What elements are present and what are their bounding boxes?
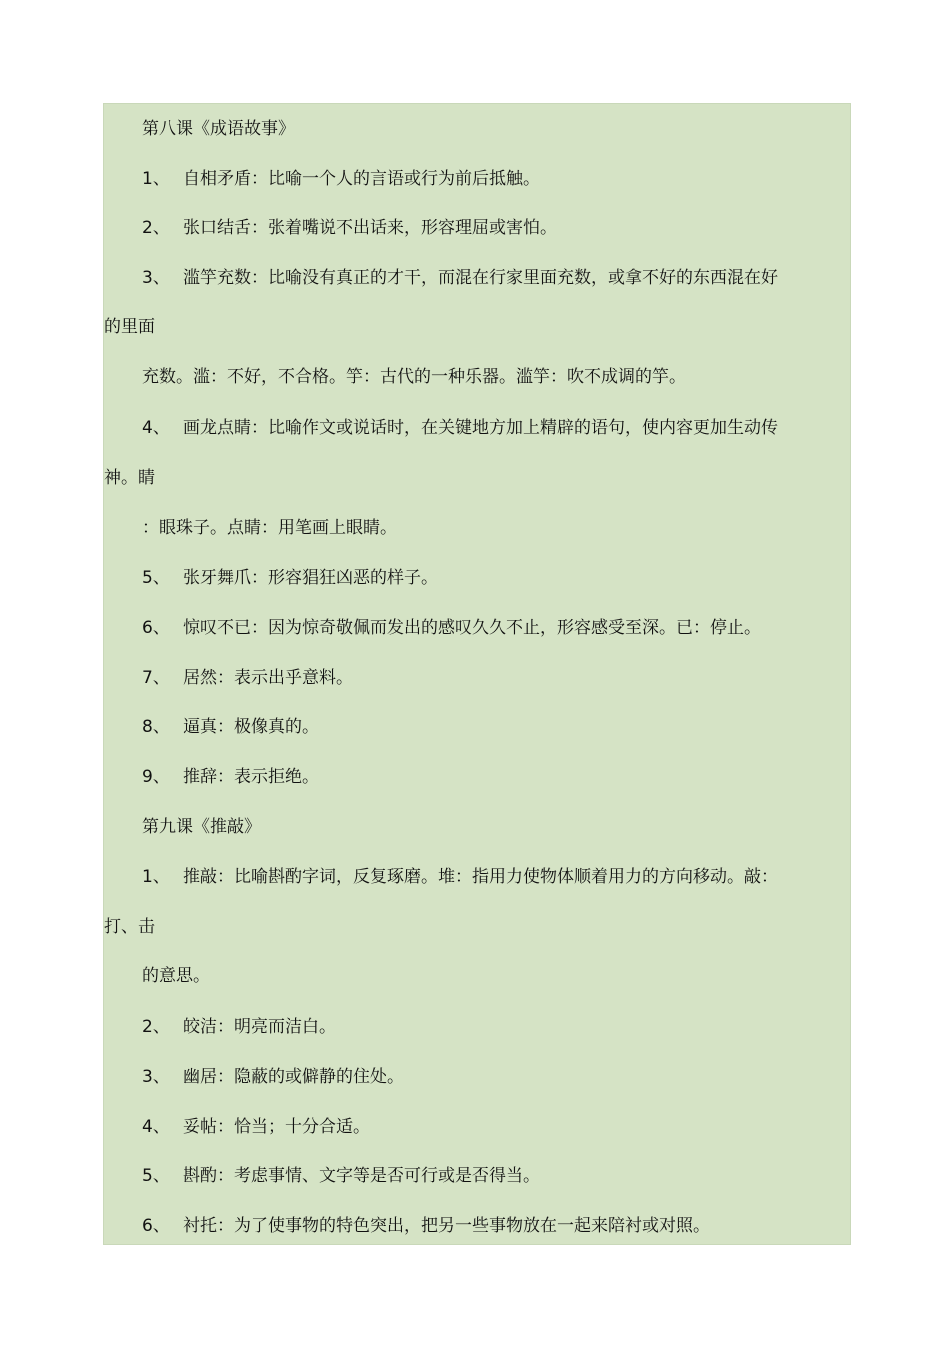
- list-item: [104, 266, 890, 290]
- item-continuation: 充数。滥：不好，不合格。竽：古代的一种乐器。滥竽：吹不成调的竽。: [142, 367, 686, 387]
- item-text: 推辞：表示拒绝。: [183, 767, 319, 787]
- item-number: 4、: [142, 1117, 170, 1137]
- item-number: 2、: [142, 218, 170, 238]
- item-number: 1、: [142, 867, 170, 887]
- item-text: 斟酌：考虑事情、文字等是否可行或是否得当。: [183, 1166, 540, 1186]
- item-number: 5、: [142, 1166, 170, 1186]
- item-continuation: 神。睛: [104, 468, 155, 488]
- item-number: 4、: [142, 418, 170, 438]
- item-number: 2、: [142, 1017, 170, 1037]
- list-item: [104, 666, 890, 690]
- list-item: [104, 865, 890, 889]
- list-item: [104, 1164, 890, 1188]
- item-text: 皎洁：明亮而洁白。: [183, 1017, 336, 1037]
- document-panel: [103, 103, 851, 1245]
- item-number: 5、: [142, 568, 170, 588]
- item-text: 画龙点睛：比喻作文或说话时，在关键地方加上精辟的语句，使内容更加生动传: [183, 418, 778, 438]
- item-text: 居然：表示出乎意料。: [183, 668, 353, 688]
- item-text: 张牙舞爪：形容猖狂凶恶的样子。: [183, 568, 438, 588]
- list-item: [104, 1065, 890, 1089]
- item-number: 9、: [142, 767, 170, 787]
- item-number: 1、: [142, 169, 170, 189]
- list-item: [104, 416, 890, 440]
- list-item: [104, 616, 890, 640]
- item-text: 张口结舌：张着嘴说不出话来，形容理屈或害怕。: [183, 218, 557, 238]
- item-continuation: ：眼珠子。点睛：用笔画上眼睛。: [142, 518, 397, 538]
- item-text: 逼真：极像真的。: [183, 717, 319, 737]
- list-item: [104, 715, 890, 739]
- list-item: [104, 566, 890, 590]
- lesson-title: 第九课《推敲》: [142, 817, 261, 837]
- list-item: [104, 1015, 890, 1039]
- item-text: 滥竽充数：比喻没有真正的才干，而混在行家里面充数，或拿不好的东西混在好: [183, 268, 778, 288]
- item-number: 3、: [142, 268, 170, 288]
- item-continuation: 的里面: [104, 317, 155, 337]
- list-item: [104, 765, 890, 789]
- item-number: 8、: [142, 717, 170, 737]
- item-number: 6、: [142, 1216, 170, 1236]
- lesson-title: 第八课《成语故事》: [142, 119, 295, 139]
- list-item: [104, 1214, 890, 1238]
- item-number: 3、: [142, 1067, 170, 1087]
- list-item: [104, 1115, 890, 1139]
- item-number: 6、: [142, 618, 170, 638]
- item-text: 推敲：比喻斟酌字词，反复琢磨。堆：指用力使物体顺着用力的方向移动。敲：: [183, 867, 778, 887]
- item-number: 7、: [142, 668, 170, 688]
- item-text: 妥帖：恰当；十分合适。: [183, 1117, 370, 1137]
- item-text: 幽居：隐蔽的或僻静的住处。: [183, 1067, 404, 1087]
- item-text: 惊叹不已：因为惊奇敬佩而发出的感叹久久不止，形容感受至深。已：停止。: [183, 618, 761, 638]
- item-text: 自相矛盾：比喻一个人的言语或行为前后抵触。: [183, 169, 540, 189]
- list-item: [104, 167, 890, 191]
- item-text: 衬托：为了使事物的特色突出，把另一些事物放在一起来陪衬或对照。: [183, 1216, 710, 1236]
- item-continuation: 打、击: [104, 917, 155, 937]
- item-continuation: 的意思。: [142, 966, 210, 986]
- list-item: [104, 216, 890, 240]
